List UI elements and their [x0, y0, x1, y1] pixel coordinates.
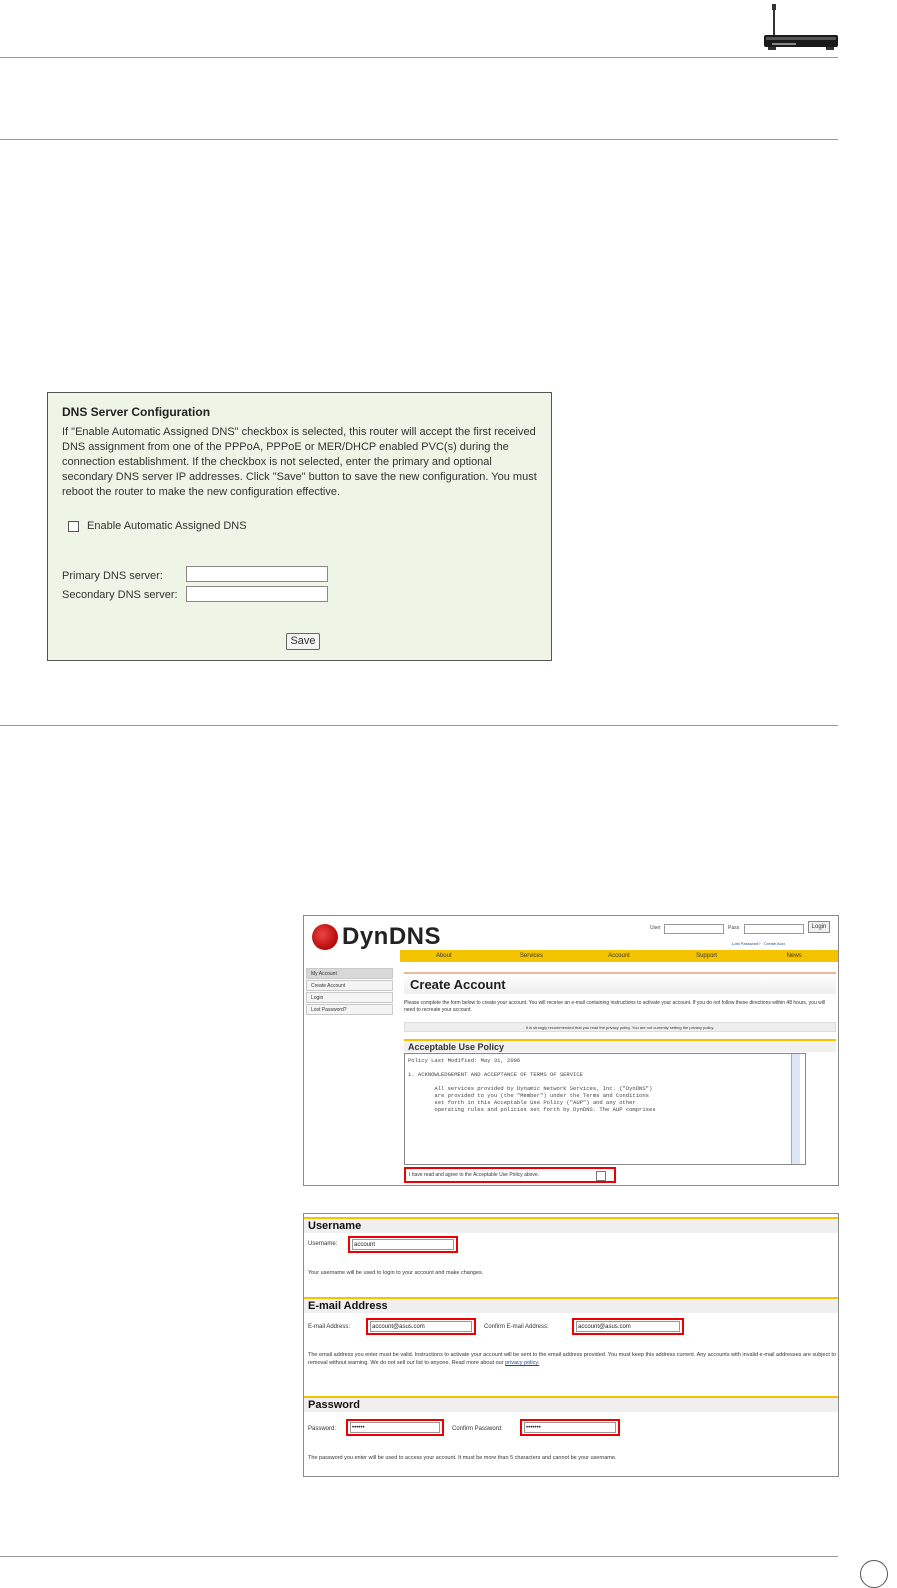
nav-services[interactable]: Services — [519, 953, 543, 959]
username-field[interactable] — [348, 1236, 458, 1253]
left-nav — [306, 968, 393, 1016]
confirm-password-field[interactable] — [520, 1419, 620, 1436]
left-nav-lost-password[interactable]: Lost Password? — [306, 1004, 393, 1015]
username-header: Username — [304, 1217, 838, 1233]
left-nav-my-account[interactable]: My Account — [306, 968, 393, 979]
email-help — [308, 1351, 836, 1367]
username-help: Your username will be used to login to your account and make changes. — [308, 1270, 484, 1276]
dyndns-signup-screenshot — [303, 915, 839, 1186]
create-account-intro: Please complete the form below to create your account. You will receive an e-mail containing instructions to activate your account. If you do not follow these directions within 48 hours, you will need to recreate your account. — [404, 1000, 826, 1013]
dns-panel-description: If "Enable Automatic Assigned DNS" checkbox is selected, this router will accept the first received DNS assignment from one of the PPPoA, PPPoE or MER/DHCP enabled PVC(s) during the connection establishment. If the checkbox is not selected, enter the primary and optional secondary DNS server IP addresses. Click "Save" button to save the new configuration. You must reboot the router to make the new configuration effective. — [62, 426, 537, 498]
privacy-note: It is strongly recommended that you read the privacy policy. You are not currently setting the privacy policy. — [404, 1022, 836, 1032]
primary-dns-label: Primary DNS server: — [62, 570, 163, 582]
nav-support[interactable]: Support — [696, 953, 718, 959]
password-value: •••••• — [350, 1422, 440, 1433]
login-button[interactable]: Login — [808, 921, 830, 933]
auto-dns-checkbox[interactable] — [68, 521, 79, 532]
dns-config-panel — [47, 392, 552, 661]
email-label: E-mail Address: — [308, 1324, 351, 1330]
save-button[interactable]: Save — [286, 633, 320, 650]
secondary-dns-input[interactable] — [186, 586, 328, 602]
header-rule — [0, 57, 838, 58]
password-header: Password — [304, 1396, 838, 1412]
username-value: account — [352, 1239, 454, 1250]
account-links[interactable]: Lost Password? · Create Acct — [732, 941, 785, 946]
confirm-password-label: Confirm Password: — [452, 1426, 503, 1432]
confirm-email-label: Confirm E-mail Address: — [484, 1324, 549, 1330]
confirm-email-field[interactable] — [572, 1318, 684, 1335]
policy-title: Acceptable Use Policy — [404, 1039, 836, 1052]
confirm-password-value: ••••••• — [524, 1422, 616, 1433]
user-input[interactable] — [664, 924, 724, 934]
router-icon — [762, 4, 840, 52]
pass-input[interactable] — [744, 924, 804, 934]
primary-dns-input[interactable] — [186, 566, 328, 582]
secondary-dns-label: Secondary DNS server: — [62, 589, 178, 601]
privacy-policy-link[interactable]: privacy policy. — [505, 1360, 540, 1366]
page-number-badge — [860, 1560, 888, 1588]
username-label: Username: — [308, 1241, 338, 1247]
email-header: E-mail Address — [304, 1297, 838, 1313]
confirm-email-value: account@asus.com — [576, 1321, 680, 1332]
nav-about[interactable]: About — [435, 953, 452, 959]
dns-panel-title: DNS Server Configuration — [62, 405, 211, 419]
top-nav — [400, 950, 838, 962]
dyndns-form-screenshot — [303, 1213, 839, 1477]
dyndns-logo-text: DynDNS — [342, 923, 442, 950]
auto-dns-row[interactable] — [68, 519, 247, 534]
dyndns-logo-icon — [312, 924, 338, 950]
user-label: User — [650, 925, 661, 931]
left-nav-login[interactable]: Login — [306, 992, 393, 1003]
auto-dns-label: Enable Automatic Assigned DNS — [87, 520, 247, 532]
footer-rule — [0, 1556, 838, 1557]
create-account-title: Create Account — [404, 972, 836, 994]
left-nav-create-account[interactable]: Create Account — [306, 980, 393, 991]
password-label: Password: — [308, 1426, 337, 1432]
agree-policy-checkbox[interactable] — [596, 1171, 606, 1181]
dyndns-logo — [312, 923, 441, 951]
policy-textarea[interactable]: Policy Last Modified: May 31, 2006 1. ACKNOWLEDGEMENT AND ACCEPTANCE OF TERMS OF SERVICE All services provided by Dynamic Network Services, Inc. ("DynDNS") are provided to you (the "Member") under the Terms and Conditions set forth in this Acceptable Use Policy ("AUP") and any other operating rules and policies set forth by DynDNS. The AUP comprises — [404, 1053, 806, 1165]
agree-policy-row[interactable] — [404, 1167, 616, 1183]
nav-news[interactable]: News — [786, 953, 802, 959]
password-help: The password you enter will be used to access your account. It must be more than 5 characters and cannot be your username. — [308, 1455, 617, 1461]
nav-account[interactable]: Account — [608, 953, 630, 959]
policy-scrollbar[interactable] — [791, 1054, 800, 1164]
password-field[interactable] — [346, 1419, 444, 1436]
email-field[interactable] — [366, 1318, 476, 1335]
section-rule-1 — [0, 139, 838, 140]
agree-policy-label: I have read and agree to the Acceptable Use Policy above. — [409, 1172, 540, 1178]
email-value: account@asus.com — [370, 1321, 472, 1332]
pass-label: Pass — [728, 925, 740, 931]
email-help-text: The email address you enter must be valid. Instructions to activate your account will be sent to the email address provided. You must keep this address current. Any accounts with invalid e-mail addresses are subject to removal without warning. We do not sell our list to anyone. Read more about our — [308, 1352, 836, 1366]
section-rule-2 — [0, 725, 838, 726]
